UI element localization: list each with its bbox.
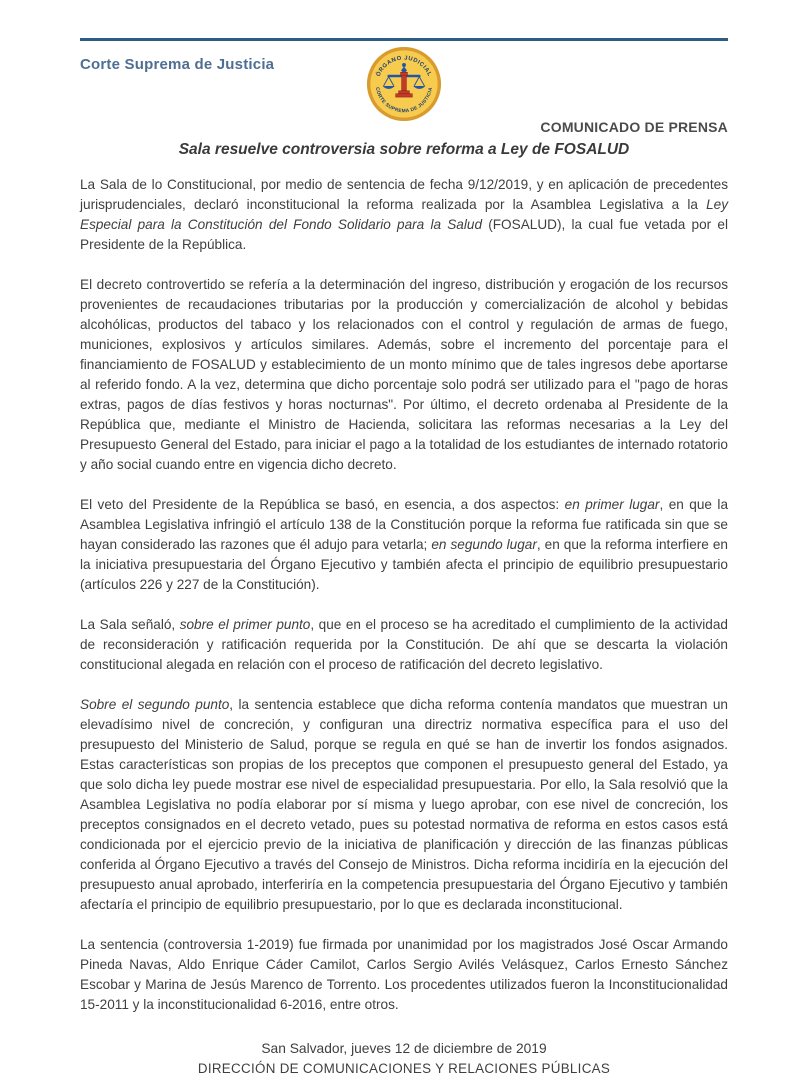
paragraph-4: La Sala señaló, sobre el primer punto, que en el proceso se ha acreditado el cumplimiento de la actividad de reconsideración y ratificación requerida por la Constitución. De ahí que se descarta la violación constitucional alegada en relación con el proceso de ratificación del decreto legislativo. bbox=[80, 617, 728, 672]
paragraph-6: La sentencia (controversia 1-2019) fue firmada por unanimidad por los magistrados José Oscar Armando Pineda Navas, Aldo Enrique Cáder Camilot, Carlos Sergio Avilés Velásquez, Carlos Ernesto Sánchez Escobar y Marina de Jesús Marenco de Torrento. Los procedentes utilizados fueron la Inconstitucionalidad 15-2011 y la inconstitucionalidad 6-2016, entre otros. bbox=[80, 937, 728, 1012]
footer bbox=[80, 1041, 728, 1076]
seal-bottom-text: CORTE SUPREMA DE JUSTICIA bbox=[373, 86, 435, 115]
dateline: San Salvador, jueves 12 de diciembre de 2019 bbox=[261, 1041, 547, 1056]
paragraph-2: El decreto controvertido se refería a la determinación del ingreso, distribución y erogación de los recursos provenientes de recaudaciones tributarias por la producción y comercialización de alcohol y bebidas alcohólicas, productos del tabaco y los relacionados con el control y regulación de armas de fuego, municiones, explosivos y artículos similares. Además, sobre el incremento del porcentaje para el financiamiento de FOSALUD y establecimiento de un monto mínimo que de tales ingresos debe aportarse al referido fondo. A la vez, determina que dicho porcentaje solo podrá ser utilizado para el "pago de horas extras, pagos de días festivos y horas nocturnas". Por último, el decreto ordenaba al Presidente de la República que, mediante el Ministro de Hacienda, solicitara las reformas necesarias a la Ley del Presupuesto General del Estado, para iniciar el pago a la totalidad de los estudiantes de internado rotatorio y año social cuando entre en vigencia dicho decreto. bbox=[80, 277, 728, 472]
court-seal-icon bbox=[365, 45, 443, 123]
page-title: Sala resuelve controversia sobre reforma a Ley de FOSALUD bbox=[178, 141, 630, 158]
paragraph-1: La Sala de lo Constitucional, por medio de sentencia de fecha 9/12/2019, y en aplicación de precedentes jurisprudenciales, declaró inconstitucional la reforma realizada por la Asamblea Legislativa a la Ley Especial para la Constitución del Fondo Solidario para la Salud (FOSALUD), la cual fue vetada por el Presidente de la República. bbox=[80, 177, 728, 252]
org-name: Corte Suprema de Justicia bbox=[80, 56, 275, 73]
seal-top-text: ÓRGANO JUDICIAL bbox=[375, 55, 433, 78]
body-text bbox=[80, 175, 728, 1015]
press-release-page bbox=[0, 38, 806, 1076]
paragraph-3: El veto del Presidente de la República se basó, en esencia, a dos aspectos: en primer lugar, en que la Asamblea Legislativa infringió el artículo 138 de la Constitución porque la reforma fue ratificada sin que se hayan considerado las razones que él adujo para vetarla; en segundo lugar, en que la reforma interfiere en la iniciativa presupuestaria del Órgano Ejecutivo y también afecta el principio de equilibrio presupuestario (artículos 226 y 227 de la Constitución). bbox=[80, 497, 729, 592]
department-line: DIRECCIÓN DE COMUNICACIONES Y RELACIONES PÚBLICAS bbox=[197, 1061, 611, 1076]
paragraph-5: Sobre el segundo punto, la sentencia establece que dicha reforma contenía mandatos que muestran un elevadísimo nivel de concreción, y configuran una directriz normativa específica para el uso del presupuesto del Ministerio de Salud, porque se regula en qué se han de invertir los fondos asignados. Estas características son propias de los preceptos que componen el presupuesto general del Estado, ya que solo dicha ley puede mostrar ese nivel de especialidad presupuestaria. Por ello, la Sala resolvió que la Asamblea Legislativa no podía elaborar por sí misma y luego aprobar, con ese nivel de concreción, los preceptos consignados en el decreto vetado, pues su potestad normativa de reforma en estos casos está condicionada por el ejercicio previo de la iniciativa de planificación y dirección de las finanzas públicas conferida al Órgano Ejecutivo a través del Consejo de Ministros. Dicha reforma incidiría en la ejecución del presupuesto anual aprobado, interferiría en la competencia presupuestaria del Órgano Ejecutivo y también afectaría el principio de equilibrio presupuestario, por lo que es declarada inconstitucional. bbox=[80, 697, 728, 912]
doc-type-label: COMUNICADO DE PRENSA bbox=[540, 119, 728, 135]
header bbox=[80, 41, 728, 135]
